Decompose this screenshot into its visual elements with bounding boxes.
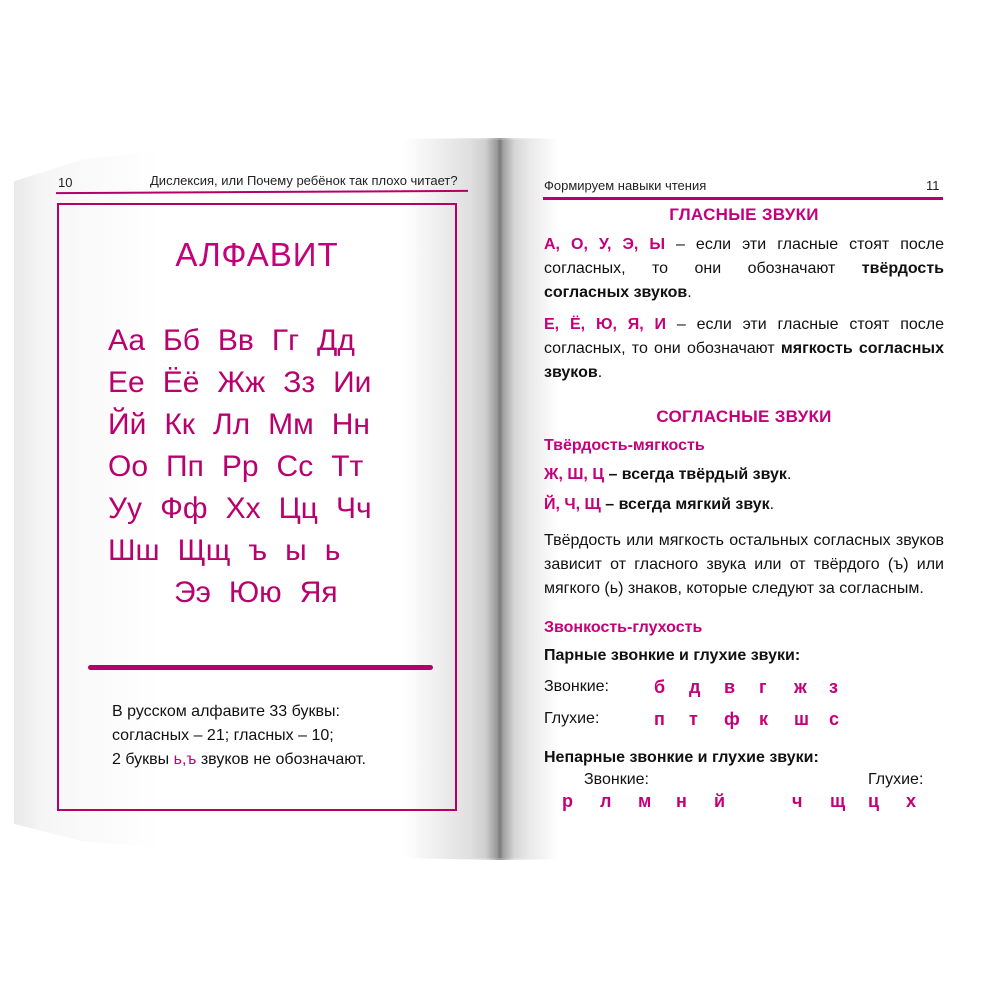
right-running-title: Формируем навыки чтения [544, 178, 707, 193]
hardness-paragraph: Твёрдость или мягкость остальных согласных звуков зависит от гласного звука или от твёрдого (ъ) или мягкого (ь) знаков, которые следуют за согласным. [544, 532, 944, 597]
letter-pair: Рр [221, 450, 259, 483]
para-bold: мягкость согласных звуков [544, 340, 944, 381]
unpaired-voiced-letters [562, 791, 792, 812]
para-text: – если эти гласные стоят после согласных, то они обозначают [544, 316, 945, 357]
always-soft-text: – всегда мягкий звук [600, 496, 770, 513]
voiceless-label: Глухие: [544, 710, 600, 727]
always-soft-line [544, 493, 944, 517]
paired-heading: Парные звонкие и глухие звуки: [544, 647, 801, 664]
voiced-letter: б [654, 676, 667, 697]
note-line [112, 748, 432, 772]
right-header-rule [543, 197, 943, 200]
letter-pair: Юю [228, 576, 282, 609]
always-hard-letters: Ж, Ш, Ц [544, 466, 605, 483]
unpaired-heading: Непарные звонкие и глухие звуки: [544, 749, 819, 766]
note-line: согласных – 21; гласных – 10; [112, 727, 334, 744]
para-period: . [786, 466, 792, 483]
note-text: 2 буквы [112, 751, 174, 768]
letter-row [108, 572, 428, 614]
consonants-heading: СОГЛАСНЫЕ ЗВУКИ [656, 407, 832, 426]
letter-pair: Уу [108, 492, 143, 525]
always-hard-text: – всегда твёрдый звук [604, 466, 787, 483]
letter-pair: Жж [217, 366, 266, 399]
letter-row [108, 488, 428, 530]
vowels-soft-paragraph [544, 313, 944, 385]
voiced-label: Звонкие: [544, 678, 609, 695]
voiced-row [544, 671, 944, 703]
voiceless-letter: к [759, 708, 770, 729]
hardness-subheading: Твёрдость-мягкость [544, 437, 705, 454]
letter-pair: Вв [217, 324, 254, 357]
left-page-number: 10 [58, 175, 73, 190]
unpaired-voiceless-letter: ц [868, 791, 880, 811]
unpaired-voiceless-letter: щ [830, 791, 846, 811]
voiceless-letter: ш [794, 708, 811, 729]
letter-pair: ъ [248, 534, 268, 567]
unpaired-voiceless-letters [792, 791, 944, 812]
letter-pair: Чч [335, 492, 372, 525]
letter-pair: Яя [299, 576, 338, 609]
letter-pair: Лл [212, 408, 251, 441]
voiceless-letter: п [654, 708, 666, 729]
letter-row [108, 362, 428, 404]
letter-pair: Оо [108, 450, 149, 483]
voiced-letter: в [724, 676, 737, 697]
unpaired-voiced-letter: й [714, 791, 726, 811]
hard-vowel-letters: А, О, У, Э, Ы [544, 236, 666, 253]
letter-pair: Пп [166, 450, 204, 483]
letter-pair: Тт [331, 450, 364, 483]
alphabet-grid [108, 320, 428, 614]
letter-pair: ь [324, 534, 341, 567]
soft-vowel-letters: Е, Ё, Ю, Я, И [544, 316, 667, 333]
unpaired-voiceless-letter: х [906, 791, 917, 811]
letter-pair: Гг [271, 324, 300, 357]
letter-pair: Зз [283, 366, 316, 399]
vowels-hard-paragraph [544, 233, 944, 305]
unpaired-voiced-letter: н [676, 791, 687, 811]
unpaired-voiceless-letter: ч [792, 791, 803, 811]
voiceless-letter: ф [724, 708, 741, 729]
letter-pair: Ии [333, 366, 372, 399]
letter-pair: ы [285, 534, 307, 567]
letter-pair: Хх [225, 492, 261, 525]
voiced-letters [654, 677, 864, 698]
voiceless-letter: с [829, 708, 841, 729]
letter-row [108, 320, 428, 362]
unpaired-voiced-letter: м [638, 791, 652, 811]
always-hard-line [544, 463, 944, 487]
para-period: . [687, 284, 692, 301]
voiceless-letters [654, 709, 864, 730]
letter-pair: Цц [278, 492, 318, 525]
voicing-subheading: Звонкость-глухость [544, 619, 703, 636]
letter-pair: Фф [160, 492, 208, 525]
book-spine [470, 140, 530, 858]
note-text: звуков не обозначают. [196, 751, 366, 768]
letter-pair: Щщ [177, 534, 231, 567]
alphabet-note [112, 700, 432, 772]
unpaired-letters [544, 791, 944, 812]
letter-pair: Бб [163, 324, 200, 357]
para-period: . [597, 364, 603, 381]
unpaired-voiced-letter: р [562, 791, 573, 811]
right-page-number: 11 [926, 178, 940, 193]
letter-pair: Нн [331, 408, 370, 441]
voiceless-row [544, 703, 944, 735]
unpaired-voiceless-label: Глухие: [868, 771, 924, 788]
letter-pair: Йй [108, 408, 147, 441]
alphabet-divider [88, 665, 433, 670]
voiced-letter: д [689, 676, 702, 697]
unpaired-voiced-label: Звонкие: [584, 771, 649, 788]
voiced-letter: г [759, 676, 768, 697]
note-line: В русском алфавите 33 буквы: [112, 703, 340, 720]
letter-pair: Шш [108, 534, 160, 567]
right-content [544, 205, 944, 812]
letter-row [108, 530, 428, 572]
letter-pair: Ээ [174, 576, 211, 609]
voiceless-letter: т [689, 708, 699, 729]
note-signs: ь,ъ [173, 751, 197, 768]
voiced-letter: ж [794, 676, 808, 697]
letter-pair: Сс [276, 450, 314, 483]
letter-row [108, 404, 428, 446]
letter-pair: Дд [317, 324, 355, 357]
letter-pair: Кк [164, 408, 195, 441]
left-running-title: Дислексия, или Почему ребёнок так плохо читает? [150, 173, 458, 188]
unpaired-voiced-letter: л [600, 791, 612, 811]
always-soft-letters: Й, Ч, Щ [544, 496, 601, 513]
para-bold: твёрдость согласных звуков [544, 260, 944, 301]
para-period: . [769, 496, 775, 513]
letter-pair: Ее [108, 366, 145, 399]
letter-pair: Мм [268, 408, 314, 441]
unpaired-labels [544, 771, 944, 789]
alphabet-heading: АЛФАВИТ [175, 236, 339, 273]
letter-pair: Аа [108, 324, 146, 357]
voiced-letter: з [829, 676, 839, 697]
para-text: – если эти гласные стоят после согласных, то они обозначают [544, 236, 944, 277]
vowels-heading: ГЛАСНЫЕ ЗВУКИ [669, 205, 819, 224]
letter-pair: Ёё [162, 366, 200, 399]
letter-row [108, 446, 428, 488]
